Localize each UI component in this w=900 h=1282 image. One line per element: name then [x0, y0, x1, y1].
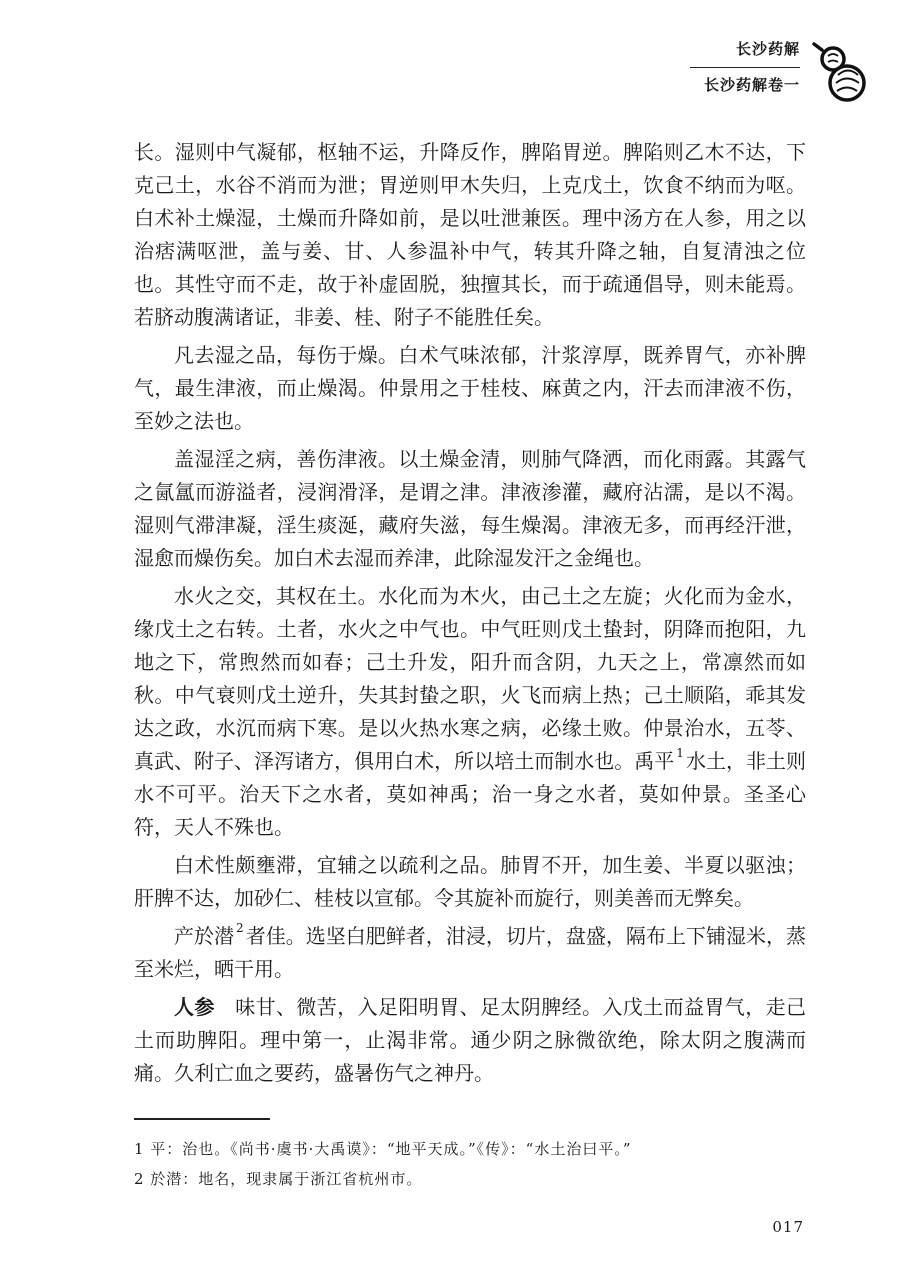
- paragraph: 白术性颇壅滞，宜辅之以疏利之品。肺胃不开，加生姜、半夏以驱浊；肝脾不达，加砂仁、桂枝以宣郁。令其旋补而旋行，则美善而无弊矣。: [134, 853, 806, 910]
- footnote: 2 於潜：地名，现隶属于浙江省杭州市。: [134, 1170, 423, 1188]
- paragraph-text: 水土，非土则水不可平。治天下之水者，莫如神禹；治一身之水者，莫如仲景。圣圣心符，天人不殊也。: [134, 749, 807, 839]
- entry-paragraph: [134, 991, 806, 1090]
- paragraph-text: 水火之交，其权在土。水化而为木火，由己土之左旋；火化而为金水，缘戊土之右转。土者，水火之中气也。中气旺则戊土蛰封，阴降而抱阳，九地之下，常煦然而如春；己土升发，阳升而含阴，九天之上，常凛然而如秋。中气衰则戊土逆升，失其封蛰之职，火飞而病上热；己土顺陷，乖其发达之政，水沉而病下寒。是以火热水寒之病，必缘土败。仲景治水，五苓、真武、附子、泽泻诸方，俱用白术，所以培土而制水也。禹平: [134, 584, 806, 773]
- paragraph: [134, 920, 806, 986]
- header-rule: [690, 67, 800, 68]
- chapter-title: 长沙药解卷一: [703, 76, 800, 94]
- body-text: [134, 136, 806, 1095]
- paragraph: 长。湿则中气凝郁，枢轴不运，升降反作，脾陷胃逆。脾陷则乙木不达，下克己土，水谷不消而为泄；胃逆则甲木失归，上克戊土，饮食不纳而为呕。白术补土燥湿，土燥而升降如前，是以吐泄兼医。理中汤方在人参，用之以治痞满呕泄，盖与姜、甘、人参温补中气，转其升降之轴，自复清浊之位也。其性守而不走，故于补虚固脱，独擅其长，而于疏通倡导，则未能焉。若脐动腹满诸证，非姜、桂、附子不能胜任矣。: [134, 140, 806, 329]
- paragraph: 盖湿淫之病，善伤津液。以土燥金清，则肺气降洒，而化雨露。其露气之氤氲而游溢者，浸润滑泽，是谓之津。津液渗灌，藏府沾濡，是以不渴。湿则气滞津凝，淫生痰涎，藏府失滋，每生燥渴。津液无多，而再经汗泄，湿愈而燥伤矣。加白术去湿而养津，此除湿发汗之金绳也。: [134, 447, 806, 570]
- footnote: 1 平：治也。《尚书·虞书·大禹谟》：“地平天成。”《传》：“水土治曰平。”: [134, 1140, 632, 1158]
- paragraph: [134, 580, 806, 844]
- paragraph: 凡去湿之品，每伤于燥。白术气味浓郁，汁浆淳厚，既养胃气，亦补脾气，最生津液，而止燥渴。仲景用之于桂枝、麻黄之内，汗去而津液不伤，至妙之法也。: [134, 343, 806, 433]
- book-title: 长沙药解: [735, 40, 800, 58]
- page-number: 017: [772, 1218, 804, 1236]
- footnote-ref: 1: [676, 746, 684, 761]
- gourd-icon: [812, 42, 878, 110]
- footnote-rule: [134, 1118, 270, 1120]
- footnotes: [134, 1134, 632, 1194]
- paragraph-text: 味甘、微苦，入足阳明胃、足太阴脾经。入戊土而益胃气，走己土而助脾阳。理中第一，止渴非常。通少阴之脉微欲绝，除太阴之腹满而痛。久利亡血之要药，盛暑伤气之神丹。: [134, 995, 807, 1085]
- paragraph-text: 者佳。选坚白肥鲜者，泔浸，切片，盘盛，隔布上下铺湿米，蒸至米烂，晒干用。: [134, 924, 807, 981]
- footnote-ref: 2: [236, 921, 244, 936]
- entry-heading: 人参: [174, 995, 215, 1019]
- running-header: [690, 40, 800, 94]
- paragraph-text: 产於潜: [174, 924, 235, 948]
